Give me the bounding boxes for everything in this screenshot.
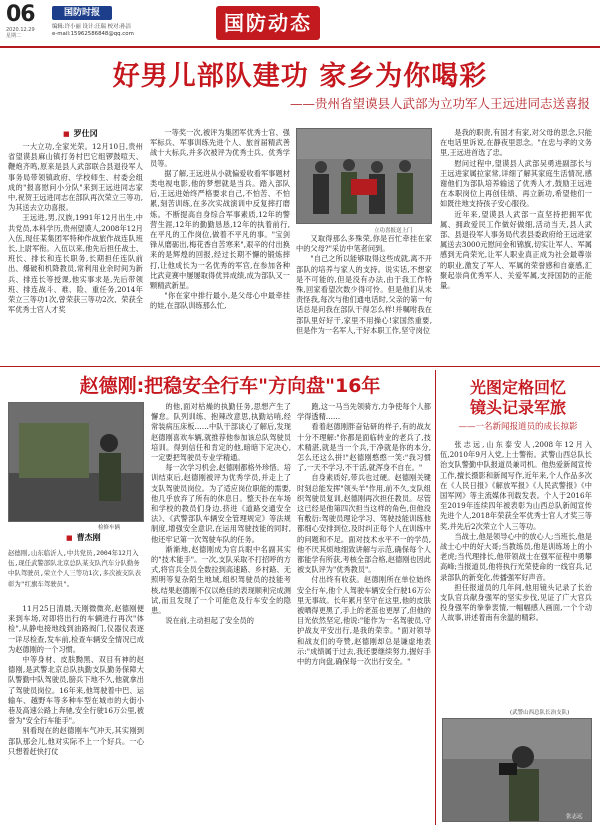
byline-article1: ■ 罗仕冈 xyxy=(63,128,98,139)
article3-source-note: (武警山西总队长治支队) xyxy=(510,710,570,716)
issue-date: 2020.12.29 星期二 xyxy=(6,27,35,39)
headline-article3: 光图定格回忆 镜头记录军旅 xyxy=(469,378,566,417)
header-rule xyxy=(0,46,600,48)
article2-col2: 的他,面对枯燥的执勤任务,思想产生了懈怠。队列训练、抱辣改意思,执勤站哨,经常装病压床板……中队干部谈心了解后,发现赵德刚喜欢车辆,就推荐他参加该总队驾驶员培训。得到信任和肯定的他,暗暗下定决心,一定要把驾驶员专业学精通。 每一次学习机会,赵德刚都格外珍惜。培训结束后,赵德刚被评为优秀学员,并走上了支队驾驶员岗位。为了适应岗位职能的需要,他几乎放弃了所有的休息日。整天扑在车场和学校的教员们身边,挤进《道路交通安全法》、《武警部队车辆安全管理规定》等法规制度,增强安全意识,在运用驾驶技能的同时,他还牢记第一次驾驶车队的任务。 渐渐地,赵德刚成为官兵眼中名副其实的"技术能手"。一次,支队采取不打招呼的方式,将官兵全员全数拉到高速路、乡村路、无照明等复杂陌生地域,组织驾驶员的技能考核,结果赵德刚不仅以绝佳的表现顺利完成测试,而且发现了一个可能危及行车安全的隐患。 说在前,主动担起了安全员的 xyxy=(151,402,291,626)
staff-credits: 编辑:许小丽 设计:汪瑞 校对:孙洁 e-mail:15962586848@qq.com xyxy=(52,24,134,37)
newspaper-logo: 国防时报 xyxy=(52,6,112,20)
photo-reporter-with-camera xyxy=(442,718,592,822)
photo-caption-article3: 张志远 xyxy=(566,814,583,820)
page-number: 06 xyxy=(6,2,35,27)
photo-delivering-certificate xyxy=(296,128,432,224)
photo-people-icon xyxy=(297,129,431,223)
subheadline-article3: ——一名新闻报道员的成长掠影 xyxy=(458,422,578,432)
divider-rule xyxy=(0,366,600,367)
column-divider xyxy=(435,370,436,825)
photo-camera-icon xyxy=(443,719,591,821)
article2-col3: 跑,这一马当先领骑方,力争使每个人都学得透精…… 看着赵德刚胖奋钻研的样子,有的战友十分不理解:"你都是面临转业的老兵了,技术精湛,就是当一个兵,干净就是你的本分,怎么还这么拼!"赵德刚憨憨一笑:"我习惯了,一天不学习,不干活,就浑身不自在。" 自身素质好,带兵也过硬。赵德刚关键时刻总能发挥"领头羊"作用,前不久,支队组织驾驶员复训,赵德刚再次担任教员。尽管这已经是他第四次担当这样的角色,但他没有敷衍:驾驶员理论学习、驾驶技能训练他都细心安排到位,及时纠正每个人在训练中的问题和不足。面对技术水平不一的学员,他不厌其烦地细致讲解与示范,确保每个人都能学有所获,考核全部合格,赵德刚也因此被支队评为"优秀教员"。 付出终有收获。赵德刚所在单位始终安全行车,他个人驾驶车辆安全行驶16万公里无事故。长年累月坚守在这里,他的皮肤被晒得更黑了,手上的老茧也更厚了,但他的目光依然坚定,他说:"能作为一名驾驶员,守护战友平安出行,是我的荣幸。"面对领导和战友们的夸赞,赵德刚却总是谦虚地表示:"成绩属于过去,我还要继续努力,握好手中的方向盘,确保每一次出行安全。" xyxy=(297,402,431,667)
photo-mechanic-icon xyxy=(9,403,143,521)
byline-article2: ■ 曹杰刚 xyxy=(66,532,101,543)
article3-body: 张志远,山东泰安人,2008年12月入伍,2010年9月入党,上士警衔。武警山西总队长治支队警勤中队报道员兼司机。他热爱新闻宣传工作,擅长摄影和新闻写作,近年来,个人作品多次在《人民日报》《解放军报》《人民武警报》《中国军网》等主流媒体刊载发表。个人于2016年至2019年连续四年被表彰为山西总队新闻宣传先进个人,2018年荣获全军优秀士官人才奖三等奖,并先后2次荣立个人三等功。 当战士,他是领导心中的放心人;当班长,他是战士心中的好大哥;当教练员,他是训练场上的小老虎;当代理排长,他带领战士在强军征程中勇攀高峰;当报道员,他将执行光荣使命的一线官兵,记录部队的新变化,传播强军好声音。 担任报道员的几年间,他用镜头记录了长治支队官兵献身强军的坚实步伐,见证了广大官兵投身强军的拳拳衷情,一幅幅感人画面,一个个动人故事,讲述着南有余温的精彩。 xyxy=(440,440,592,623)
photo-repairing-vehicle xyxy=(8,402,144,522)
article1-col4: 是我的职责,有国才有家,对父母的思念,只能在电话里诉说,在静夜里思念。"在忠与孝的文务里,王远进首选了忠。 慰问过程中,望谟县人武部吴勇进副部长与王远进家属拉家常,详细了解其家庭生活情况,感谢他们为部队培养输送了优秀人才,鼓励王远进在本职岗位上再创佳绩、再立新功,希望他们一如既往地支持孩子安心服役。 近年来,望谟县人武部一直坚持把拥军优属、拥政爱民工作做好做细,活动当天,县人武部、县退役军人事务局代表县委政府给王远进家属送去3000元慰问金和锦旗,切实让军人、军属感到无尚荣光,让军人职业真正成为社会最尊崇的职业,激发了军人、军属的荣誉感和自豪感,汇聚起崇尚优秀军人、关爱军属,支持国防的正能量。 xyxy=(440,128,592,291)
subheadline-main: ——贵州省望谟县人武部为立功军人王远进同志送喜报 xyxy=(289,96,590,111)
article2-col1: 11月25日清晨,天刚微微亮,赵德刚便来到车场,对即将出行的车辆进行再次"体检",从静电接地线到油路阀门,仪器仪表逐一详尽检查,发车前,检查车辆安全情况已成为赵德刚的一个习惯。 中等身材、皮肤黝黑、双目有神的赵德刚,是武警北京总队执勤支队勤务保障大队警勤中队驾驶员,膀兵下地不久,他就拿出了驾驶员岗位。16年来,他驾驶着中巴、运输车、越野车等多种车型在城市的大街小巷及高速公路上奔驰,安全行驶16万公里,被誉为"安全行车能手"。 别看现在的赵德刚车气冲天,其实刚到部队那会儿,他对实际不上一个好兵。一心只想着赶快打仗 xyxy=(8,604,144,756)
headline-article2: 赵德刚:把稳安全行车"方向盘"16年 xyxy=(79,375,381,397)
article1-col2: 一等奖一次,被评为集团军优秀士官、强军标兵、军事训练先进个人、旅首届精武善战十大标兵,并多次被评为优秀士兵、优秀学员等。 据了解,王远进从小就偏爱收看军事题材类电视电影,他的梦想就是当兵。踏入部队后,王远进始终严格要求自己,不怕苦、不怕累,刻苦训练,在多次实战演训中反复摔打磨炼。不断提高自身综合军事素质,12年的警营生涯,12年的勤勤恳恳,12年的执着前行,在平凡的工作岗位,做着不平凡的事。"宝剑锋从磨砺出,梅花香自苦寒来",艰辛的付出换来的是辉煌的回报,经过长期不懈的锻炼摔打,让他成长为一名优秀的军官,在参加各种比武竞赛中屡屡取得优异成绩,成为部队又一颗精武新星。 "你在家中排行最小,是父母心中最牵挂的娃,在部队训练那么忙, xyxy=(150,128,290,311)
article1-col1: 一大立功,全家光荣。12月10日,贵州省望谟县麻山镇打务村巴它组锣鼓喧天、鞭炮齐鸣,原来是县人武部联合县退役军人事务局带领镇政府、学校师生、村委会组成的"报喜慰问小分队"来到王远进同志家中,祝贺王远进同志在部队再次荣立三等功,为其送去立功喜报。 王远进,男,汉族,1991年12月出生,中共党员,本科学历,贵州望谟人,2008年12月入伍,现任某集团军特种作战旅作战连队班长,上尉军衔。入伍以来,他先后担任战士、班长、排长和连长职务,长期担任连队前出、爆破和机降教员,常利用业余时间为新兵、排连长等授课,他实事求是,先后带领班、排连战斗、难、险、重任务,2014年荣立三等功1次,曾荣获三等功2次、荣获全军优秀士官人才奖 xyxy=(8,142,143,315)
headline-main: 好男儿部队建功 家乡为你喝彩 xyxy=(112,61,488,92)
article2-intro: 赵德刚,山东临沂人,中共党员,2004年12月入伍,现任武警部队北京总队某支队汽车分队勤务中队驾驶员,荣立个人三等功1次,多次被支队表彰为"红旗车驾驶员"。 xyxy=(8,549,141,588)
photo-caption-article1: 立功喜报送上门 xyxy=(374,228,413,234)
section-tag: 国防动态 xyxy=(216,6,320,40)
article1-col3: 又取得那么多殊荣,你是百忙牵挂在家中的父母?"采访中笔者问到。 "自己之所以能够取得这些成就,离不开部队的培养与家人的支持。说实话,不想家是不可能的,但是没有办法,由于我工作特殊,回家看望次数少得可怜。但是他们从未责怪我,每次与他们通电话时,父亲的第一句话总是问我在部队干得怎么样!并嘱咐我在部队里好好干,家里不用操心!家国然重要,但是作为一名军人,干好本职工作,坚守岗位 xyxy=(296,234,432,335)
photo-caption-article2: 检修车辆 xyxy=(98,525,121,531)
